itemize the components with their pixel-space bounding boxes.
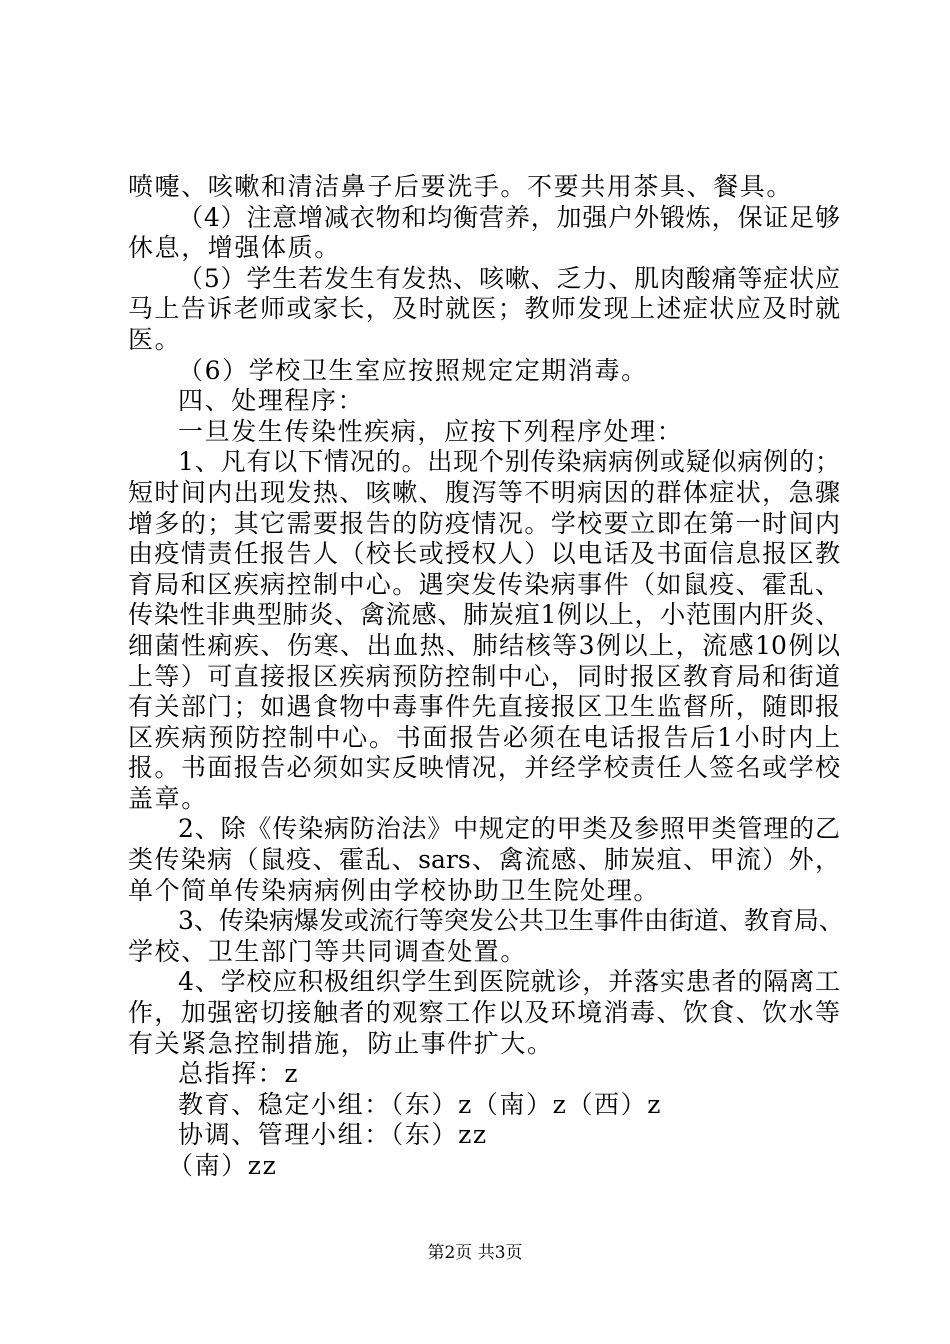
text-line: （4）注意增减衣物和均衡营养，加强户外锻炼，保证足够 — [178, 202, 840, 232]
text-line: （5）学生若发生有发热、咳嗽、乏力、肌肉酸痛等症状应 — [178, 263, 840, 293]
text-line: 区疾病预防控制中心。书面报告必须在电话报告后1小时内上 — [128, 722, 840, 752]
text-line: 育局和区疾病控制中心。遇突发传染病事件（如鼠疫、霍乱、 — [128, 569, 840, 599]
text-line: （6）学校卫生室应按照规定定期消毒。 — [178, 355, 648, 385]
section-heading: 四、处理程序： — [178, 386, 365, 416]
text-line: 2、除《传染病防治法》中规定的甲类及参照甲类管理的乙 — [178, 814, 840, 844]
text-line: 报。书面报告必须如实反映情况，并经学校责任人签名或学校 — [128, 753, 840, 783]
text-line: 马上告诉老师或家长，及时就医；教师发现上述症状应及时就 — [128, 294, 840, 324]
text-line: 细菌性痢疾、伤寒、出血热、肺结核等3例以上，流感10例以 — [128, 630, 840, 660]
coordination-team-south-line: （南）zz — [168, 1151, 278, 1180]
text-line: 由疫情责任报告人（校长或授权人）以电话及书面信息报区教 — [128, 539, 840, 569]
text-line: 一旦发生传染性疾病，应按下列程序处理： — [178, 416, 684, 446]
text-line: 作，加强密切接触者的观察工作以及环境消毒、饮食、饮水等 — [128, 998, 840, 1028]
document-body — [128, 172, 844, 1182]
text-line: 有关部门；如遇食物中毒事件先直接报区卫生监督所，随即报 — [128, 692, 840, 722]
text-line: 短时间内出现发热、咳嗽、腹泻等不明病因的群体症状，急骤 — [128, 477, 840, 507]
text-line: 医。 — [128, 324, 182, 354]
text-line: 休息，增强体质。 — [128, 233, 341, 263]
text-line: 4、学校应积极组织学生到医院就诊，并落实患者的隔离工 — [178, 967, 840, 997]
coordination-team-line: 协调、管理小组：（东）zz — [178, 1120, 488, 1150]
page-number-footer: 第2页 共3页 — [427, 1243, 523, 1263]
text-line: 学校、卫生部门等共同调查处置。 — [128, 936, 528, 966]
text-line: 类传染病（鼠疫、霍乱、sars、禽流感、肺炭疽、甲流）外， — [128, 845, 840, 875]
text-line: 上等）可直接报区疾病预防控制中心，同时报区教育局和街道 — [128, 661, 840, 691]
text-line: 增多的；其它需要报告的防疫情况。学校要立即在第一时间内 — [128, 508, 840, 538]
text-line: 喷嚏、咳嗽和清洁鼻子后要洗手。不要共用茶具、餐具。 — [128, 172, 794, 201]
text-line: 单个简单传染病病例由学校协助卫生院处理。 — [128, 875, 661, 905]
text-line: 3、传染病爆发或流行等突发公共卫生事件由街道、教育局、 — [178, 906, 844, 936]
education-team-line: 教育、稳定小组：（东）z（南）z（西）z — [178, 1089, 663, 1119]
text-line: 有关紧急控制措施，防止事件扩大。 — [128, 1028, 554, 1058]
text-line: 盖章。 — [128, 783, 208, 813]
commander-line: 总指挥：z — [178, 1059, 300, 1089]
text-line: 传染性非典型肺炎、禽流感、肺炭疽1例以上，小范围内肝炎、 — [128, 600, 840, 630]
text-line: 1、凡有以下情况的。出现个别传染病病例或疑似病例的； — [178, 447, 840, 477]
